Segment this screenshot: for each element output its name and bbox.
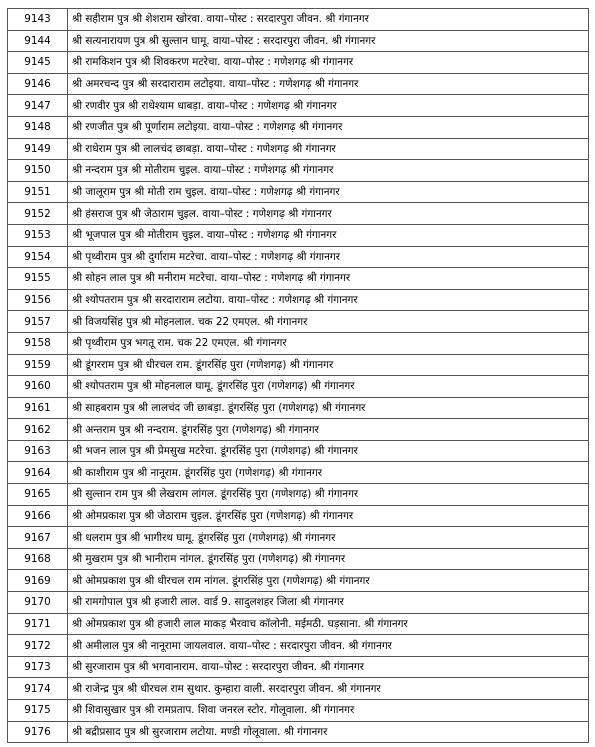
member-list-page bbox=[7, 8, 588, 743]
record-text: श्री अमरचन्द पुत्र श्री सरदाराराम लटोइया. वाया–पोस्ट : गणेशगढ़ श्री गंगानगर bbox=[68, 73, 589, 95]
record-number: 9169 bbox=[8, 570, 68, 592]
table-row bbox=[8, 224, 589, 246]
table-row bbox=[8, 203, 589, 225]
table-row bbox=[8, 592, 589, 614]
record-number: 9172 bbox=[8, 635, 68, 657]
record-text: श्री पृथ्वीराम पुत्र भगतू राम. चक 22 एमएल. श्री गंगानगर bbox=[68, 332, 589, 354]
record-text: श्री मुखराम पुत्र श्री भानीराम नांगल. डूंगरसिंह पुरा (गणेशगढ़) श्री गंगानगर bbox=[68, 548, 589, 570]
record-number: 9167 bbox=[8, 527, 68, 549]
table-row bbox=[8, 700, 589, 722]
table-row bbox=[8, 505, 589, 527]
record-text: श्री सुल्तान राम पुत्र श्री लेखराम लांगल. डूंगरसिंह पुरा (गणेशगढ़) श्री गंगानगर bbox=[68, 484, 589, 506]
table-row bbox=[8, 376, 589, 398]
record-text: श्री ओमप्रकाश पुत्र श्री हजारी लाल माकड़ भैरवाच कॉलोनी. मईमठी. घड़साना. श्री गंगानगर bbox=[68, 613, 589, 635]
record-number: 9148 bbox=[8, 116, 68, 138]
table-row bbox=[8, 138, 589, 160]
table-row bbox=[8, 613, 589, 635]
record-text: श्री सोहन लाल पुत्र श्री मनीराम मटरेचा. वाया–पोस्ट : गणेशगढ़ श्री गंगानगर bbox=[68, 268, 589, 290]
record-text: श्री श्योपतराम पुत्र श्री सरदाराराम लटोया. वाया–पोस्ट : गणेशगढ़ श्री गंगानगर bbox=[68, 289, 589, 311]
table-row bbox=[8, 9, 589, 31]
record-number: 9154 bbox=[8, 246, 68, 268]
record-text: श्री विजयसिंह पुत्र श्री मोहनलाल. चक 22 एमएल. श्री गंगानगर bbox=[68, 311, 589, 333]
table-row bbox=[8, 656, 589, 678]
record-text: श्री ओमप्रकाश पुत्र श्री जेठाराम चुइल. डूंगरसिंह पुरा (गणेशगढ़) श्री गंगानगर bbox=[68, 505, 589, 527]
record-number: 9153 bbox=[8, 224, 68, 246]
member-table bbox=[7, 8, 589, 743]
record-text: श्री शिवासुखार पुत्र श्री रामप्रताप. शिवा जनरल स्टोर. गोलूवाला. श्री गंगानगर bbox=[68, 700, 589, 722]
table-row bbox=[8, 30, 589, 52]
record-text: श्री रणजीत पुत्र श्री पूर्णाराम लटोइया. वाया–पोस्ट : गणेशगढ़ श्री गंगानगर bbox=[68, 116, 589, 138]
table-row bbox=[8, 246, 589, 268]
record-text: श्री ओमप्रकाश पुत्र श्री धीरचल राम नांगल. डूंगरसिंह पुरा (गणेशगढ़) श्री गंगानगर bbox=[68, 570, 589, 592]
table-row bbox=[8, 397, 589, 419]
table-row bbox=[8, 527, 589, 549]
record-text: श्री हंसराज पुत्र श्री जेठाराम चुइल. वाया–पोस्ट : गणेशगढ़ श्री गंगानगर bbox=[68, 203, 589, 225]
record-number: 9156 bbox=[8, 289, 68, 311]
record-text: श्री काशीराम पुत्र श्री नानूराम. डूंगरसिंह पुरा (गणेशगढ़) श्री गंगानगर bbox=[68, 462, 589, 484]
table-row bbox=[8, 311, 589, 333]
record-number: 9164 bbox=[8, 462, 68, 484]
record-number: 9149 bbox=[8, 138, 68, 160]
record-number: 9159 bbox=[8, 354, 68, 376]
table-row bbox=[8, 268, 589, 290]
record-number: 9161 bbox=[8, 397, 68, 419]
table-row bbox=[8, 160, 589, 182]
table-row bbox=[8, 73, 589, 95]
table-row bbox=[8, 721, 589, 743]
record-text: श्री राधेराम पुत्र श्री लालचंद छाबड़ा. वाया–पोस्ट : गणेशगढ़ श्री गंगानगर bbox=[68, 138, 589, 160]
record-text: श्री अमीलाल पुत्र श्री नानूरामा जायलवाल. वाया–पोस्ट : सरदारपुरा जीवन. श्री गंगानगर bbox=[68, 635, 589, 657]
record-text: श्री जालूराम पुत्र श्री मोती राम चुइल. वाया–पोस्ट : गणेशगढ़ श्री गंगानगर bbox=[68, 181, 589, 203]
table-row bbox=[8, 635, 589, 657]
record-text: श्री धलराम पुत्र श्री भागीरथ घामू. डूंगरसिंह पुरा (गणेशगढ़) श्री गंगानगर bbox=[68, 527, 589, 549]
record-number: 9143 bbox=[8, 9, 68, 31]
table-row bbox=[8, 570, 589, 592]
table-row bbox=[8, 484, 589, 506]
record-number: 9146 bbox=[8, 73, 68, 95]
record-number: 9176 bbox=[8, 721, 68, 743]
record-number: 9165 bbox=[8, 484, 68, 506]
table-row bbox=[8, 52, 589, 74]
record-number: 9174 bbox=[8, 678, 68, 700]
record-number: 9171 bbox=[8, 613, 68, 635]
table-row bbox=[8, 419, 589, 441]
record-text: श्री डूंगरराम पुत्र श्री धीरचल राम. डूंगरसिंह पुरा (गणेशगढ़) श्री गंगानगर bbox=[68, 354, 589, 376]
record-number: 9160 bbox=[8, 376, 68, 398]
record-text: श्री सहीराम पुत्र श्री शेशराम खोरवा. वाया–पोस्ट : सरदारपुरा जीवन. श्री गंगानगर bbox=[68, 9, 589, 31]
record-number: 9150 bbox=[8, 160, 68, 182]
table-row bbox=[8, 462, 589, 484]
record-text: श्री रणवीर पुत्र श्री राधेश्याम धाबड़ा. वाया–पोस्ट : गणेशगढ़ श्री गंगानगर bbox=[68, 95, 589, 117]
record-text: श्री बद्रीप्रसाद पुत्र श्री सुरजाराम लटोया. मण्डी गोलूवाला. श्री गंगानगर bbox=[68, 721, 589, 743]
record-number: 9144 bbox=[8, 30, 68, 52]
record-text: श्री सुरजाराम पुत्र श्री भगवानाराम. वाया–पोस्ट : सरदारपुरा जीवन. श्री गंगानगर bbox=[68, 656, 589, 678]
record-text: श्री नन्दराम पुत्र श्री मोतीराम चुइल. वाया–पोस्ट : गणेशगढ़ श्री गंगानगर bbox=[68, 160, 589, 182]
record-text: श्री पृथ्वीराम पुत्र श्री दुर्गाराम मटरेचा. वाया–पोस्ट : गणेशगढ़ श्री गंगानगर bbox=[68, 246, 589, 268]
record-text: श्री रामकिशन पुत्र श्री शिवकरण मटरेचा. वाया–पोस्ट : गणेशगढ़ श्री गंगानगर bbox=[68, 52, 589, 74]
record-number: 9158 bbox=[8, 332, 68, 354]
record-number: 9170 bbox=[8, 592, 68, 614]
record-number: 9152 bbox=[8, 203, 68, 225]
table-row bbox=[8, 181, 589, 203]
record-number: 9168 bbox=[8, 548, 68, 570]
table-row bbox=[8, 116, 589, 138]
table-row bbox=[8, 289, 589, 311]
table-row bbox=[8, 548, 589, 570]
record-text: श्री सत्यनारायण पुत्र श्री सुल्तान घामू. वाया–पोस्ट : सरदारपुरा जीवन. श्री गंगानगर bbox=[68, 30, 589, 52]
record-number: 9151 bbox=[8, 181, 68, 203]
table-row bbox=[8, 678, 589, 700]
record-number: 9173 bbox=[8, 656, 68, 678]
record-number: 9163 bbox=[8, 440, 68, 462]
record-number: 9155 bbox=[8, 268, 68, 290]
record-number: 9175 bbox=[8, 700, 68, 722]
table-row bbox=[8, 354, 589, 376]
record-text: श्री राजेन्द्र पुत्र श्री धीरचल राम सुथार. कुम्हारा वाली. सरदारपुरा जीवन. श्री गंगानगर bbox=[68, 678, 589, 700]
record-number: 9147 bbox=[8, 95, 68, 117]
record-number: 9157 bbox=[8, 311, 68, 333]
table-row bbox=[8, 332, 589, 354]
table-row bbox=[8, 440, 589, 462]
record-text: श्री अन्तराम पुत्र श्री नन्दराम. डूंगरसिंह पुरा (गणेशगढ़) श्री गंगानगर bbox=[68, 419, 589, 441]
member-table-body bbox=[8, 9, 589, 743]
record-number: 9166 bbox=[8, 505, 68, 527]
record-text: श्री साहबराम पुत्र श्री लालचंद जी छाबड़ा. डूंगरसिंह पुरा (गणेशगढ़) श्री गंगानगर bbox=[68, 397, 589, 419]
record-text: श्री भजन लाल पुत्र श्री प्रेमसुख मटरेचा. डूंगरसिंह पुरा (गणेशगढ़) श्री गंगानगर bbox=[68, 440, 589, 462]
record-text: श्री रामगोपाल पुत्र श्री हजारी लाल. वार्ड 9. सादुलशहर जिला श्री गंगानगर bbox=[68, 592, 589, 614]
record-text: श्री श्योपतराम पुत्र श्री मोहनलाल घामू. डूंगरसिंह पुरा (गणेशगढ़) श्री गंगानगर bbox=[68, 376, 589, 398]
record-number: 9145 bbox=[8, 52, 68, 74]
record-text: श्री भूजपाल पुत्र श्री मोतीराम चुइल. वाया–पोस्ट : गणेशगढ़ श्री गंगानगर bbox=[68, 224, 589, 246]
table-row bbox=[8, 95, 589, 117]
record-number: 9162 bbox=[8, 419, 68, 441]
